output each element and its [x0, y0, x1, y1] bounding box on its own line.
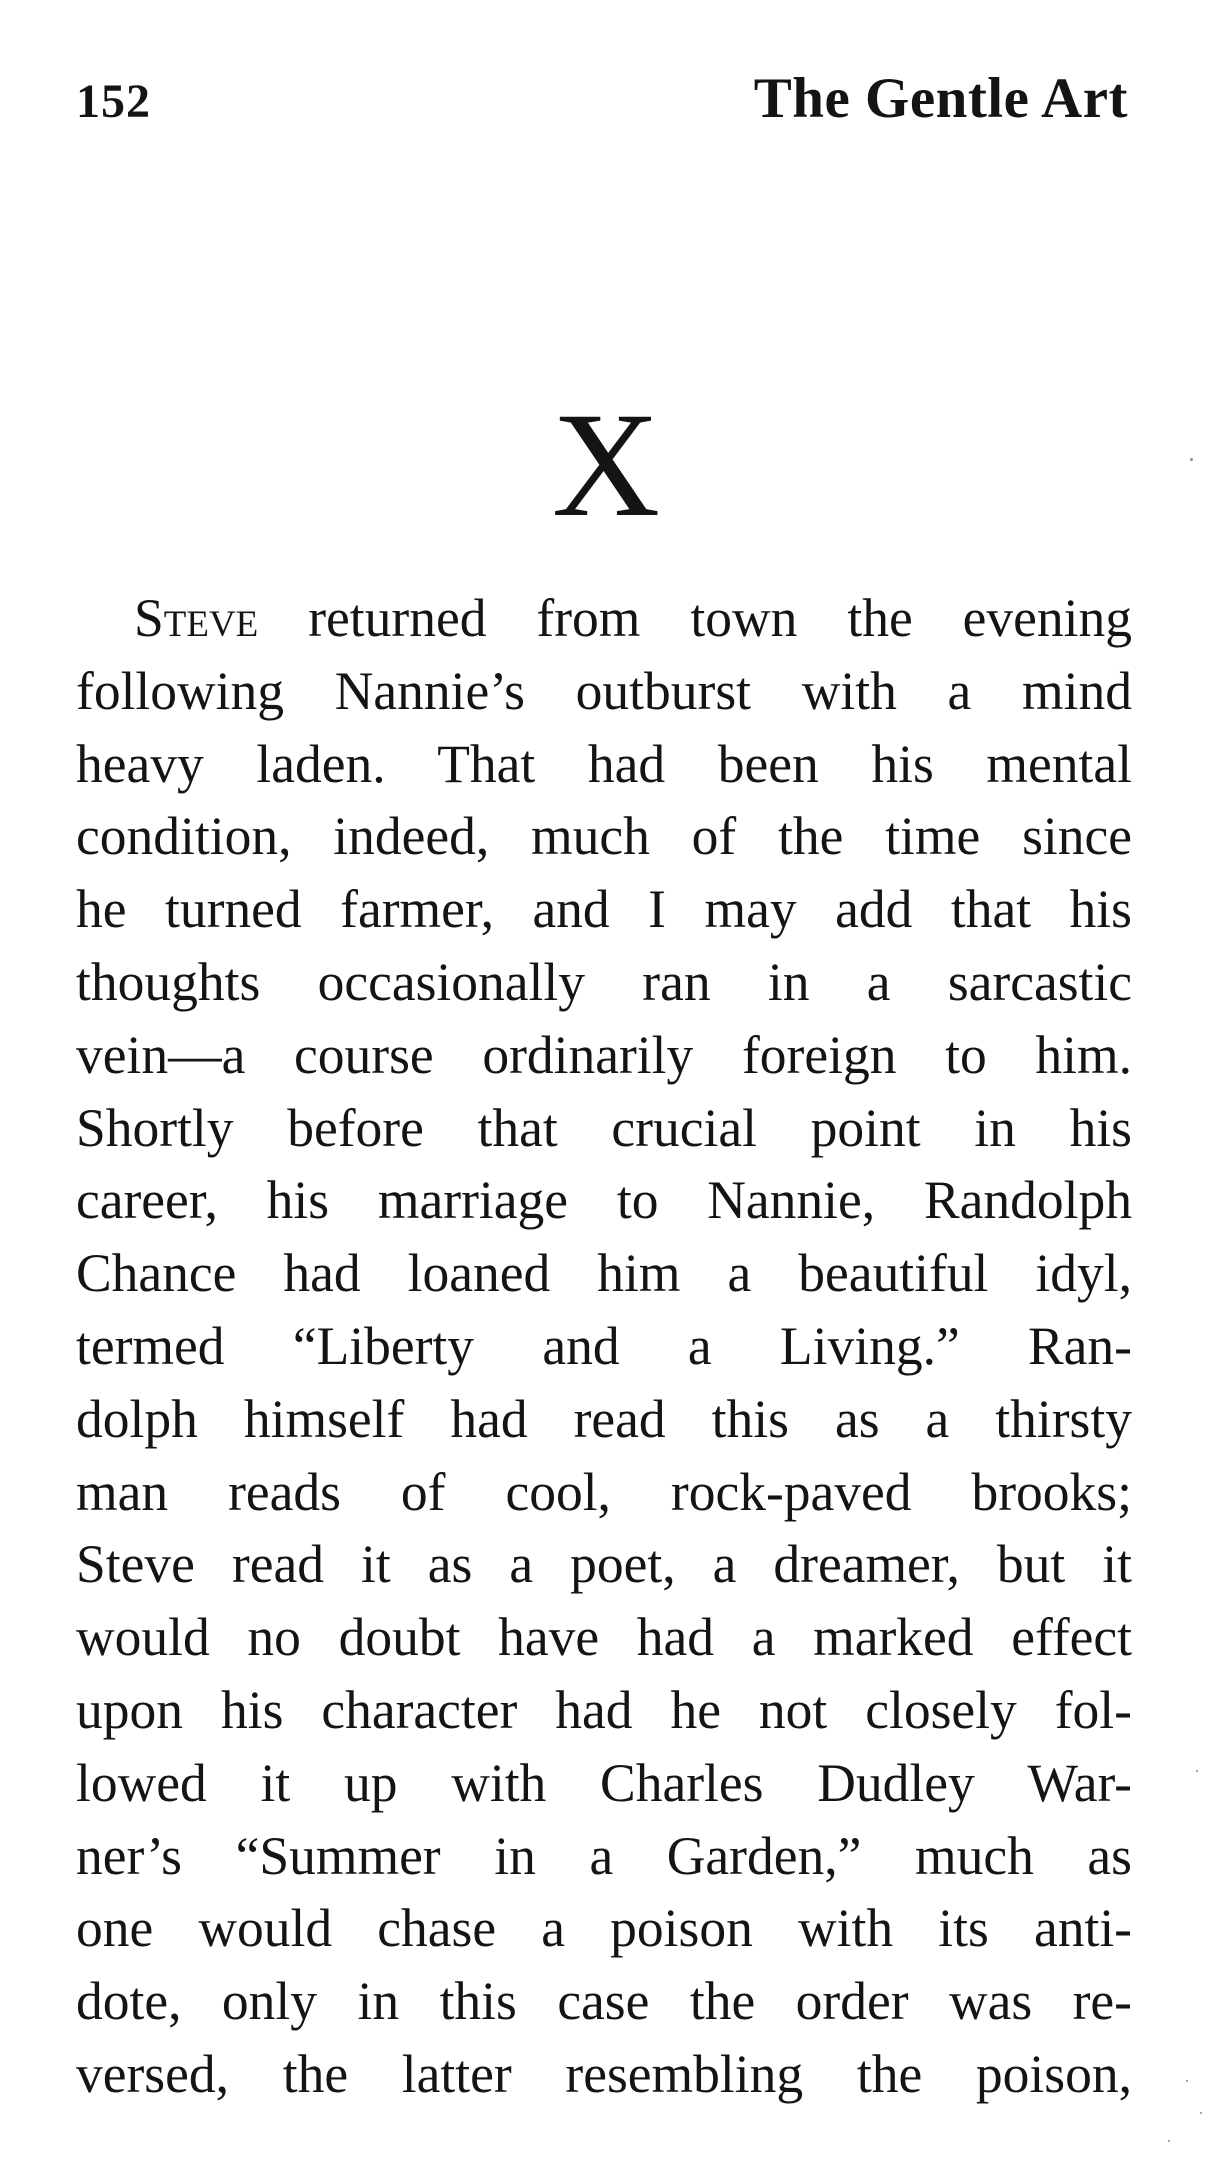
text-line: thoughts occasionally ran in a sarcastic [76, 951, 1132, 1012]
scan-speck [1186, 2080, 1188, 2082]
text-line: termed “Liberty and a Living.” Ran- [76, 1315, 1132, 1376]
text-line: Chance had loaned him a beautiful idyl, [76, 1243, 1132, 1304]
text-line: Steve read it as a poet, a dreamer, but it [76, 1534, 1132, 1595]
text-line: heavy laden. That had been his mental [76, 733, 1132, 794]
running-title: The Gentle Art [753, 67, 1128, 130]
text-line: he turned farmer, and I may add that his [76, 879, 1132, 940]
text-line: following Nannie’s outburst with a mind [76, 660, 1132, 721]
chapter-numeral: X [551, 382, 661, 548]
text-line: condition, indeed, much of the time since [76, 806, 1132, 867]
body-text [76, 582, 1132, 2111]
text-line: one would chase a poison with its anti- [76, 1898, 1132, 1959]
scan-speck [1196, 1770, 1198, 1772]
text-line: dolph himself had read this as a thirsty [76, 1388, 1132, 1449]
text-line: man reads of cool, rock-paved brooks; [76, 1461, 1132, 1522]
scan-speck [1190, 458, 1193, 461]
text-line: Shortly before that crucial point in his [76, 1097, 1132, 1158]
chapter-number [0, 382, 1212, 548]
text-line: career, his marriage to Nannie, Randolph [76, 1170, 1132, 1231]
text-line: upon his character had he not closely fol- [76, 1679, 1132, 1740]
running-head [76, 66, 1128, 136]
text-line: dote, only in this case the order was re- [76, 1971, 1132, 2032]
text-line [76, 582, 1132, 655]
text-line: versed, the latter resembling the poison, [76, 2043, 1132, 2104]
opening-word: Steve [134, 588, 259, 648]
scan-speck [1168, 2140, 1170, 2142]
scan-speck [1200, 2112, 1202, 2114]
text-line: ner’s “Summer in a Garden,” much as [76, 1825, 1132, 1886]
text-line: vein—a course ordinarily foreign to him. [76, 1024, 1132, 1085]
page-number: 152 [76, 75, 151, 128]
first-line-rest: returned from town the evening [258, 588, 1132, 648]
text-line: lowed it up with Charles Dudley War- [76, 1752, 1132, 1813]
text-line: would no doubt have had a marked effect [76, 1607, 1132, 1668]
